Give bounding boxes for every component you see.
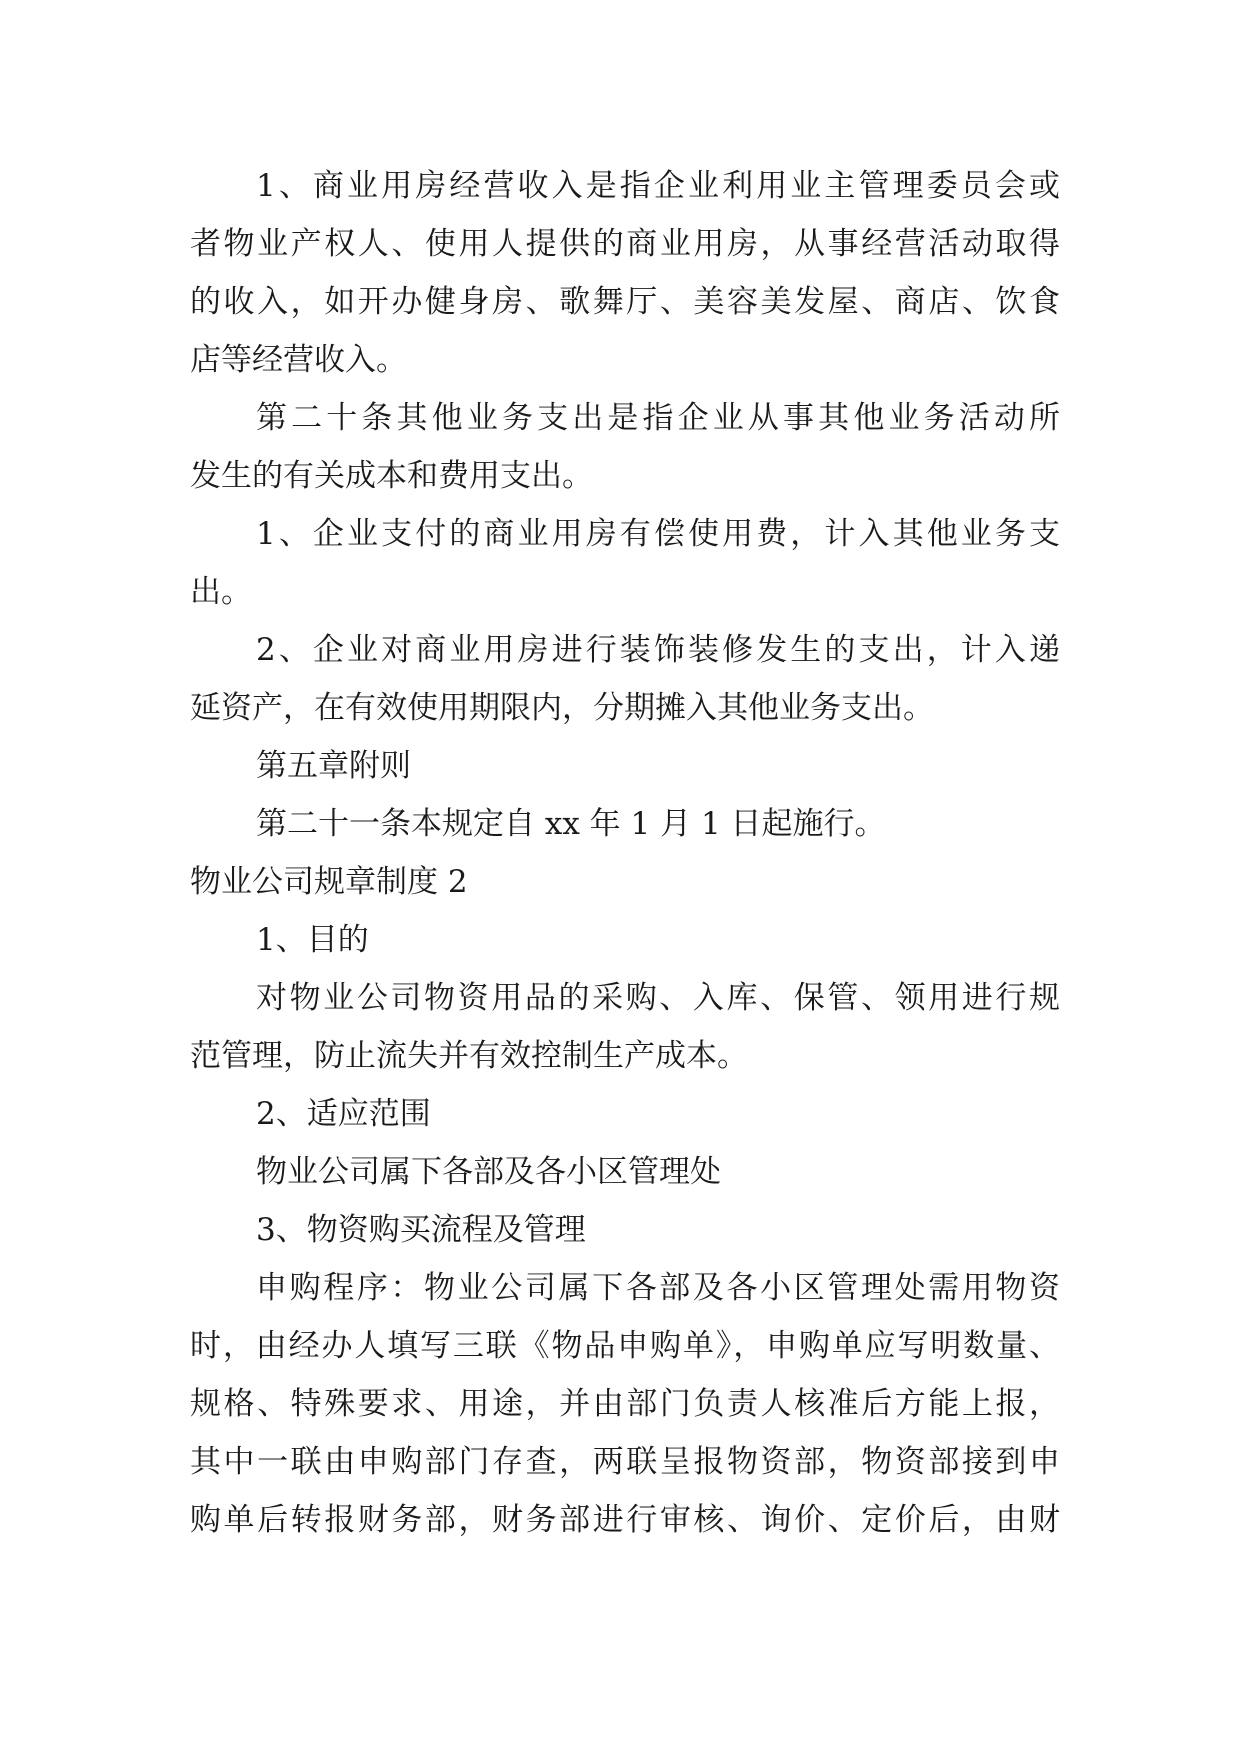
- paragraph-line: 者物业产权人、使用人提供的商业用房，从事经营活动取得: [190, 226, 1060, 262]
- paragraph-line: 1、商业用房经营收入是指企业利用业主管理委员会或: [256, 168, 1060, 204]
- paragraph-line: 时，由经办人填写三联《物品申购单》，申购单应写明数量、: [190, 1328, 1060, 1364]
- subheading: 2、适应范围: [256, 1096, 431, 1132]
- paragraph-line: 物业公司属下各部及各小区管理处: [256, 1154, 721, 1190]
- chapter-heading: 第五章附则: [256, 748, 411, 784]
- subheading: 1、目的: [256, 922, 369, 958]
- paragraph-line: 申购程序：物业公司属下各部及各小区管理处需用物资: [256, 1270, 1060, 1306]
- paragraph-line: 第二十条其他业务支出是指企业从事其他业务活动所: [256, 400, 1060, 436]
- paragraph-line: 出。: [190, 574, 252, 610]
- paragraph-line: 购单后转报财务部，财务部进行审核、询价、定价后，由财: [190, 1502, 1060, 1538]
- paragraph-line: 1、企业支付的商业用房有偿使用费，计入其他业务支: [256, 516, 1060, 552]
- paragraph-line: 对物业公司物资用品的采购、入库、保管、领用进行规: [256, 980, 1060, 1016]
- section-title: 物业公司规章制度 2: [190, 864, 468, 900]
- paragraph-line: 规格、特殊要求、用途，并由部门负责人核准后方能上报，: [190, 1386, 1060, 1422]
- paragraph-line: 2、企业对商业用房进行装饰装修发生的支出，计入递: [256, 632, 1060, 668]
- subheading: 3、物资购买流程及管理: [256, 1212, 586, 1248]
- paragraph-line: 第二十一条本规定自 xx 年 1 月 1 日起施行。: [256, 806, 886, 842]
- paragraph-line: 发生的有关成本和费用支出。: [190, 458, 593, 494]
- paragraph-line: 其中一联由申购部门存查，两联呈报物资部，物资部接到申: [190, 1444, 1060, 1480]
- paragraph-line: 范管理，防止流失并有效控制生产成本。: [190, 1038, 748, 1074]
- paragraph-line: 的收入，如开办健身房、歌舞厅、美容美发屋、商店、饮食: [190, 284, 1060, 320]
- paragraph-line: 延资产，在有效使用期限内，分期摊入其他业务支出。: [190, 690, 934, 726]
- paragraph-line: 店等经营收入。: [190, 342, 407, 378]
